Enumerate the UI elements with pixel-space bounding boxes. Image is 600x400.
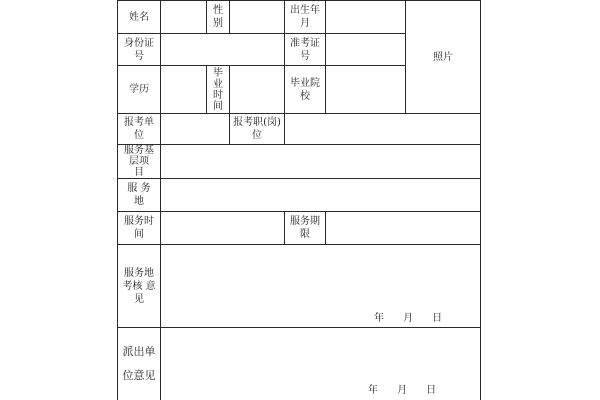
exam-number-field[interactable] — [326, 34, 405, 65]
education-label: 学历 — [129, 84, 149, 95]
name-label: 姓名 — [129, 11, 149, 23]
birth-date-field[interactable] — [326, 1, 405, 33]
school-field[interactable] — [326, 66, 405, 113]
birth-date-label: 出生年 月 — [290, 5, 320, 29]
assessment-opinion-label: 服务地 考核 意 见 — [122, 267, 156, 305]
exam-number-label: 准考证 号 — [290, 37, 320, 62]
id-number-field[interactable] — [161, 34, 284, 65]
table-border-right — [480, 0, 481, 400]
education-field[interactable] — [161, 66, 206, 113]
service-term-label: 服务期 限 — [290, 216, 320, 240]
photo-label: 照片 — [433, 51, 453, 63]
service-place-field[interactable] — [161, 179, 480, 211]
service-project-field[interactable] — [161, 145, 480, 178]
service-term-field[interactable] — [326, 212, 480, 244]
assessment-date: 年 月 日 — [374, 313, 443, 324]
apply-post-field[interactable] — [285, 114, 480, 144]
service-time-label: 服务时 间 — [124, 216, 154, 240]
apply-post-label: 报考职(岗) 位 — [233, 117, 281, 141]
apply-unit-field[interactable] — [161, 114, 229, 144]
graduation-time-label: 毕 业 时 间 — [213, 67, 223, 112]
service-time-field[interactable] — [161, 212, 284, 244]
dispatch-opinion-label: 派出单 位意见 — [122, 345, 156, 382]
dispatch-date: 年 月 日 — [368, 385, 437, 396]
gender-field[interactable] — [230, 1, 284, 33]
service-place-label: 服 务 地 — [127, 183, 151, 207]
gender-label: 性 别 — [213, 5, 223, 29]
apply-unit-label: 报考单 位 — [124, 117, 154, 141]
id-number-label: 身份证 号 — [124, 37, 154, 62]
name-field[interactable] — [161, 1, 206, 33]
graduation-time-field[interactable] — [230, 66, 284, 113]
service-project-label: 服务基 层项 目 — [124, 145, 154, 178]
school-label: 毕业院 校 — [290, 77, 320, 102]
